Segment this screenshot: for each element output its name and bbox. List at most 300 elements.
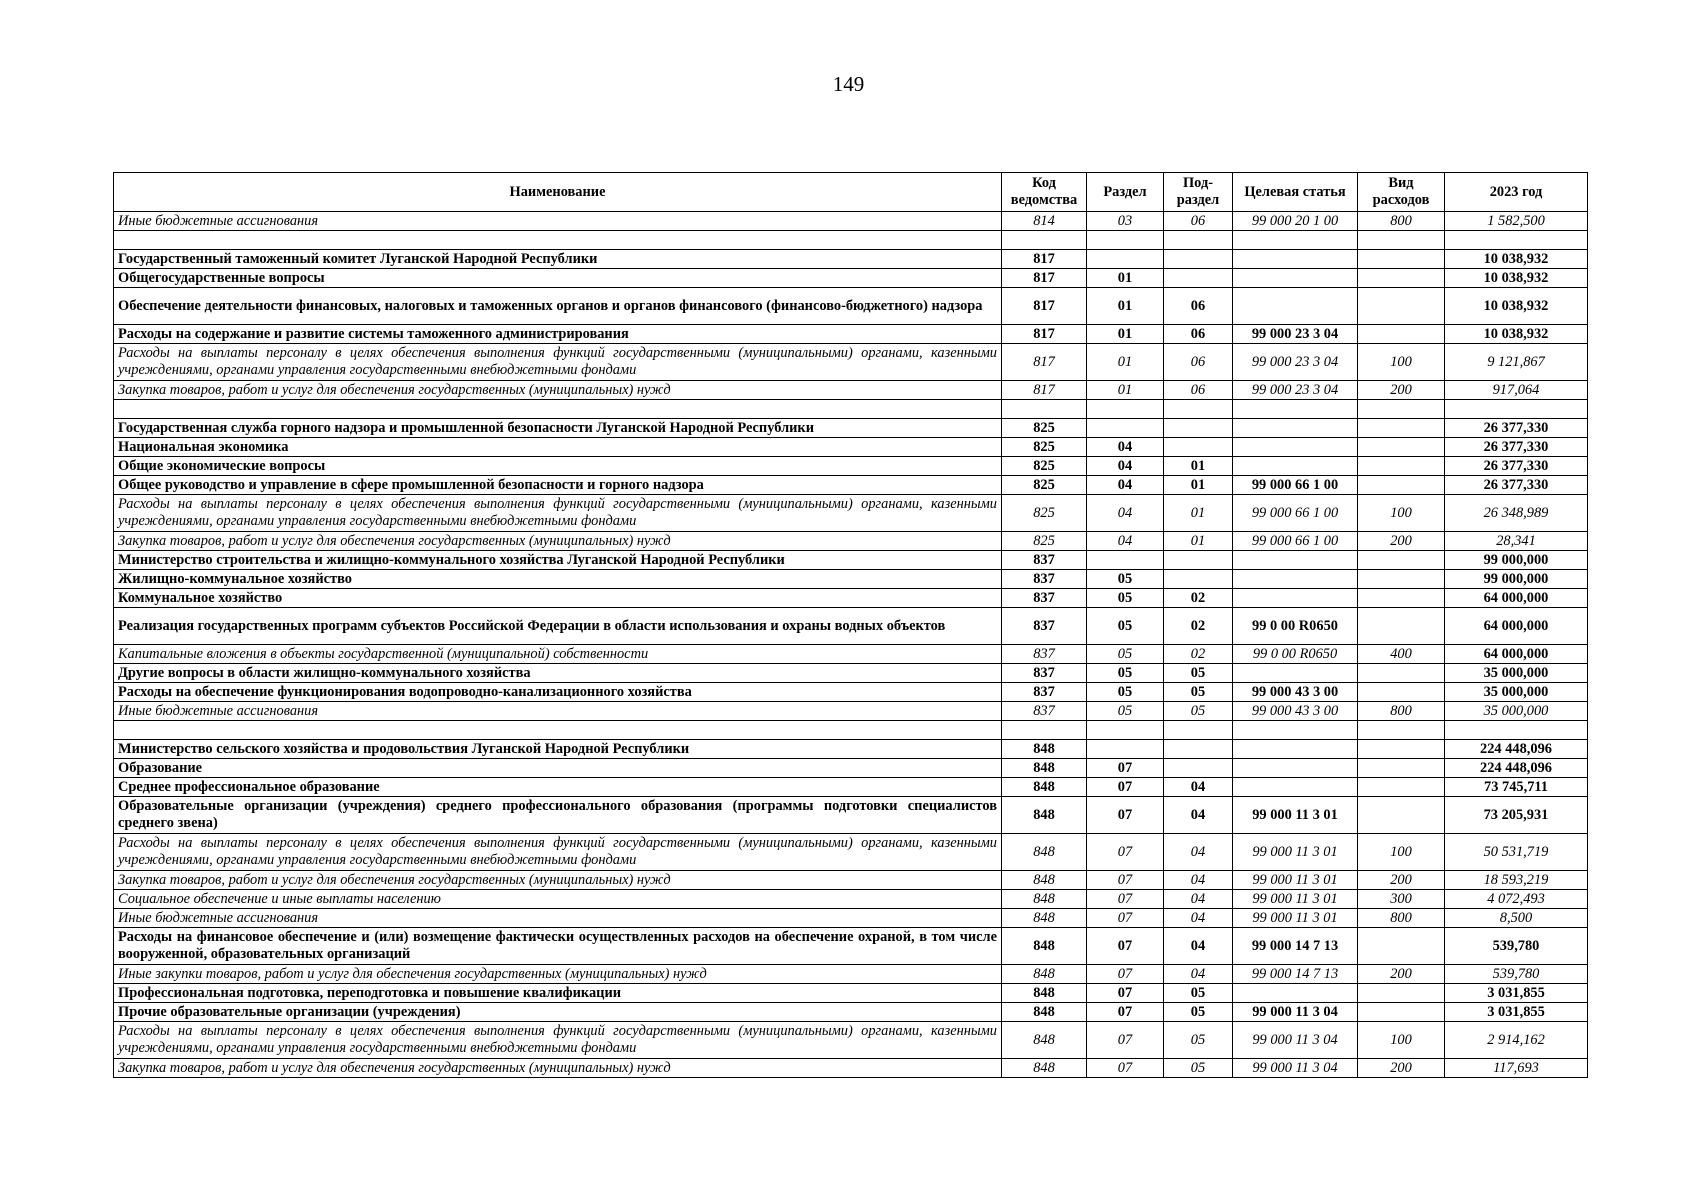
table-row <box>114 759 1588 778</box>
cell-expense-type <box>1358 589 1445 608</box>
cell-target <box>1233 664 1358 683</box>
cell-dept-code: 825 <box>1002 476 1087 495</box>
cell-dept-code: 848 <box>1002 1003 1087 1022</box>
table-row <box>114 740 1588 759</box>
cell-name: Общие экономические вопросы <box>114 457 1002 476</box>
cell-target: 99 000 11 3 01 <box>1233 797 1358 834</box>
cell-target: 99 000 11 3 01 <box>1233 871 1358 890</box>
cell-target: 99 000 43 3 00 <box>1233 702 1358 721</box>
cell-expense-type <box>1358 721 1445 740</box>
cell-subsection: 05 <box>1164 984 1233 1003</box>
table-row <box>114 532 1588 551</box>
cell-amount <box>1445 231 1588 250</box>
cell-dept-code <box>1002 400 1087 419</box>
cell-target: 99 000 66 1 00 <box>1233 495 1358 532</box>
cell-dept-code: 848 <box>1002 1022 1087 1059</box>
table-row <box>114 344 1588 381</box>
cell-dept-code: 825 <box>1002 532 1087 551</box>
cell-subsection: 04 <box>1164 797 1233 834</box>
cell-amount <box>1445 721 1588 740</box>
cell-amount: 539,780 <box>1445 965 1588 984</box>
cell-amount: 99 000,000 <box>1445 551 1588 570</box>
cell-target <box>1233 589 1358 608</box>
cell-dept-code: 825 <box>1002 438 1087 457</box>
cell-amount: 28,341 <box>1445 532 1588 551</box>
cell-subsection: 04 <box>1164 834 1233 871</box>
header-year: 2023 год <box>1445 173 1588 212</box>
cell-section <box>1087 721 1164 740</box>
cell-subsection: 06 <box>1164 344 1233 381</box>
cell-subsection: 01 <box>1164 495 1233 532</box>
cell-section: 05 <box>1087 608 1164 645</box>
cell-subsection <box>1164 438 1233 457</box>
cell-section: 07 <box>1087 797 1164 834</box>
cell-target: 99 000 14 7 13 <box>1233 928 1358 965</box>
cell-target: 99 0 00 R0650 <box>1233 645 1358 664</box>
table-row <box>114 965 1588 984</box>
table-row <box>114 608 1588 645</box>
header-section: Раздел <box>1087 173 1164 212</box>
cell-subsection: 01 <box>1164 457 1233 476</box>
cell-expense-type <box>1358 438 1445 457</box>
cell-name: Закупка товаров, работ и услуг для обеспечения государственных (муниципальных) нужд <box>114 532 1002 551</box>
cell-dept-code: 848 <box>1002 871 1087 890</box>
cell-expense-type <box>1358 288 1445 325</box>
cell-amount: 117,693 <box>1445 1059 1588 1078</box>
cell-target <box>1233 419 1358 438</box>
cell-subsection: 04 <box>1164 890 1233 909</box>
table-row <box>114 589 1588 608</box>
cell-amount: 4 072,493 <box>1445 890 1588 909</box>
cell-name: Расходы на содержание и развитие системы таможенного администрирования <box>114 325 1002 344</box>
cell-target <box>1233 438 1358 457</box>
cell-name: Образование <box>114 759 1002 778</box>
cell-target: 99 0 00 R0650 <box>1233 608 1358 645</box>
cell-subsection: 04 <box>1164 778 1233 797</box>
cell-expense-type: 800 <box>1358 702 1445 721</box>
cell-subsection: 04 <box>1164 871 1233 890</box>
cell-dept-code: 848 <box>1002 797 1087 834</box>
table-row <box>114 438 1588 457</box>
cell-target <box>1233 269 1358 288</box>
cell-expense-type <box>1358 476 1445 495</box>
cell-section: 07 <box>1087 759 1164 778</box>
cell-amount: 50 531,719 <box>1445 834 1588 871</box>
table-row <box>114 1059 1588 1078</box>
cell-section: 05 <box>1087 589 1164 608</box>
cell-subsection <box>1164 740 1233 759</box>
table-row <box>114 834 1588 871</box>
cell-expense-type: 200 <box>1358 871 1445 890</box>
cell-amount: 64 000,000 <box>1445 589 1588 608</box>
cell-dept-code: 848 <box>1002 740 1087 759</box>
cell-name: Государственный таможенный комитет Луганской Народной Республики <box>114 250 1002 269</box>
table-row <box>114 984 1588 1003</box>
cell-section: 04 <box>1087 457 1164 476</box>
cell-expense-type <box>1358 797 1445 834</box>
cell-name: Другие вопросы в области жилищно-коммунального хозяйства <box>114 664 1002 683</box>
cell-amount: 26 377,330 <box>1445 476 1588 495</box>
cell-subsection: 05 <box>1164 664 1233 683</box>
cell-name: Капитальные вложения в объекты государственной (муниципальной) собственности <box>114 645 1002 664</box>
cell-expense-type <box>1358 419 1445 438</box>
cell-amount: 26 377,330 <box>1445 419 1588 438</box>
cell-expense-type <box>1358 1003 1445 1022</box>
cell-section: 03 <box>1087 212 1164 231</box>
cell-expense-type: 200 <box>1358 1059 1445 1078</box>
cell-name: Расходы на выплаты персоналу в целях обеспечения выполнения функций государственными (муниципальными) органами, казенными учреждениями, органами управления государственными внебюджетными фондами <box>114 834 1002 871</box>
cell-subsection: 01 <box>1164 532 1233 551</box>
cell-target <box>1233 288 1358 325</box>
table-row <box>114 269 1588 288</box>
cell-section: 04 <box>1087 438 1164 457</box>
cell-amount <box>1445 400 1588 419</box>
cell-subsection <box>1164 269 1233 288</box>
cell-name: Закупка товаров, работ и услуг для обеспечения государственных (муниципальных) нужд <box>114 871 1002 890</box>
cell-dept-code <box>1002 231 1087 250</box>
cell-amount: 3 031,855 <box>1445 984 1588 1003</box>
cell-amount: 26 377,330 <box>1445 457 1588 476</box>
cell-dept-code: 837 <box>1002 702 1087 721</box>
cell-dept-code: 837 <box>1002 645 1087 664</box>
cell-amount: 10 038,932 <box>1445 288 1588 325</box>
cell-amount: 26 377,330 <box>1445 438 1588 457</box>
table-row <box>114 909 1588 928</box>
cell-target: 99 000 66 1 00 <box>1233 532 1358 551</box>
cell-target <box>1233 400 1358 419</box>
cell-name: Расходы на финансовое обеспечение и (или) возмещение фактически осуществленных расходов на обеспечение охраной, в том числе вооруженной, образовательных организаций <box>114 928 1002 965</box>
cell-amount: 35 000,000 <box>1445 683 1588 702</box>
cell-target <box>1233 231 1358 250</box>
cell-expense-type <box>1358 269 1445 288</box>
cell-section: 01 <box>1087 381 1164 400</box>
cell-section: 07 <box>1087 834 1164 871</box>
cell-name: Министерство строительства и жилищно-коммунального хозяйства Луганской Народной Республики <box>114 551 1002 570</box>
table-row <box>114 212 1588 231</box>
cell-expense-type <box>1358 608 1445 645</box>
cell-target <box>1233 778 1358 797</box>
cell-target: 99 000 11 3 01 <box>1233 890 1358 909</box>
cell-name: Министерство сельского хозяйства и продовольствия Луганской Народной Республики <box>114 740 1002 759</box>
cell-dept-code: 814 <box>1002 212 1087 231</box>
table-row <box>114 778 1588 797</box>
cell-expense-type <box>1358 457 1445 476</box>
cell-dept-code: 848 <box>1002 759 1087 778</box>
cell-section <box>1087 419 1164 438</box>
cell-target: 99 000 20 1 00 <box>1233 212 1358 231</box>
table-row <box>114 325 1588 344</box>
cell-dept-code: 817 <box>1002 344 1087 381</box>
header-name: Наименование <box>114 173 1002 212</box>
cell-subsection <box>1164 551 1233 570</box>
cell-name <box>114 721 1002 740</box>
cell-name: Социальное обеспечение и иные выплаты населению <box>114 890 1002 909</box>
cell-expense-type <box>1358 400 1445 419</box>
table-row <box>114 250 1588 269</box>
cell-amount: 224 448,096 <box>1445 740 1588 759</box>
cell-dept-code: 837 <box>1002 551 1087 570</box>
cell-expense-type: 100 <box>1358 1022 1445 1059</box>
table-row <box>114 1003 1588 1022</box>
cell-dept-code: 837 <box>1002 664 1087 683</box>
cell-section: 01 <box>1087 325 1164 344</box>
cell-subsection: 02 <box>1164 608 1233 645</box>
cell-expense-type: 800 <box>1358 212 1445 231</box>
cell-subsection <box>1164 250 1233 269</box>
cell-target <box>1233 551 1358 570</box>
table-row <box>114 645 1588 664</box>
cell-name: Закупка товаров, работ и услуг для обеспечения государственных (муниципальных) нужд <box>114 1059 1002 1078</box>
table-row <box>114 495 1588 532</box>
cell-dept-code: 848 <box>1002 965 1087 984</box>
cell-expense-type: 100 <box>1358 834 1445 871</box>
table-row <box>114 457 1588 476</box>
cell-name: Жилищно-коммунальное хозяйство <box>114 570 1002 589</box>
table-row <box>114 381 1588 400</box>
cell-expense-type <box>1358 740 1445 759</box>
cell-dept-code: 848 <box>1002 909 1087 928</box>
cell-name: Среднее профессиональное образование <box>114 778 1002 797</box>
cell-target <box>1233 570 1358 589</box>
table-row <box>114 664 1588 683</box>
cell-amount: 1 582,500 <box>1445 212 1588 231</box>
cell-section: 07 <box>1087 909 1164 928</box>
table-header-row <box>114 173 1588 212</box>
header-dept-code: Код ведомства <box>1002 173 1087 212</box>
cell-name: Коммунальное хозяйство <box>114 589 1002 608</box>
cell-amount: 26 348,989 <box>1445 495 1588 532</box>
cell-name: Общее руководство и управление в сфере промышленной безопасности и горного надзора <box>114 476 1002 495</box>
cell-name: Иные бюджетные ассигнования <box>114 909 1002 928</box>
cell-section: 07 <box>1087 890 1164 909</box>
cell-name: Общегосударственные вопросы <box>114 269 1002 288</box>
table-row <box>114 797 1588 834</box>
cell-dept-code: 825 <box>1002 495 1087 532</box>
cell-subsection: 04 <box>1164 909 1233 928</box>
cell-section: 05 <box>1087 570 1164 589</box>
cell-target <box>1233 721 1358 740</box>
cell-expense-type <box>1358 759 1445 778</box>
cell-section <box>1087 231 1164 250</box>
cell-amount: 539,780 <box>1445 928 1588 965</box>
cell-target: 99 000 11 3 01 <box>1233 834 1358 871</box>
cell-name: Иные бюджетные ассигнования <box>114 702 1002 721</box>
cell-expense-type <box>1358 570 1445 589</box>
cell-subsection <box>1164 721 1233 740</box>
cell-dept-code: 817 <box>1002 325 1087 344</box>
cell-target: 99 000 11 3 01 <box>1233 909 1358 928</box>
cell-expense-type <box>1358 928 1445 965</box>
cell-expense-type <box>1358 325 1445 344</box>
cell-section: 07 <box>1087 984 1164 1003</box>
cell-amount: 10 038,932 <box>1445 325 1588 344</box>
cell-name: Национальная экономика <box>114 438 1002 457</box>
cell-amount: 917,064 <box>1445 381 1588 400</box>
table-row <box>114 570 1588 589</box>
cell-target: 99 000 23 3 04 <box>1233 344 1358 381</box>
cell-subsection: 04 <box>1164 928 1233 965</box>
table-row <box>114 400 1588 419</box>
cell-expense-type <box>1358 778 1445 797</box>
cell-dept-code: 817 <box>1002 288 1087 325</box>
cell-amount: 99 000,000 <box>1445 570 1588 589</box>
cell-name: Расходы на обеспечение функционирования водопроводно-канализационного хозяйства <box>114 683 1002 702</box>
cell-dept-code: 848 <box>1002 778 1087 797</box>
cell-target: 99 000 66 1 00 <box>1233 476 1358 495</box>
cell-target: 99 000 14 7 13 <box>1233 965 1358 984</box>
cell-dept-code: 825 <box>1002 457 1087 476</box>
cell-amount: 35 000,000 <box>1445 702 1588 721</box>
table-row <box>114 288 1588 325</box>
cell-target: 99 000 11 3 04 <box>1233 1022 1358 1059</box>
cell-amount: 64 000,000 <box>1445 645 1588 664</box>
cell-amount: 2 914,162 <box>1445 1022 1588 1059</box>
table-row <box>114 683 1588 702</box>
cell-name: Образовательные организации (учреждения) среднего профессионального образования (программы подготовки специалистов среднего звена) <box>114 797 1002 834</box>
table-row <box>114 476 1588 495</box>
cell-subsection: 05 <box>1164 683 1233 702</box>
table-row <box>114 551 1588 570</box>
cell-dept-code: 817 <box>1002 250 1087 269</box>
cell-expense-type: 200 <box>1358 381 1445 400</box>
cell-section: 07 <box>1087 928 1164 965</box>
cell-expense-type: 800 <box>1358 909 1445 928</box>
cell-name: Реализация государственных программ субъектов Российской Федерации в области использования и охраны водных объектов <box>114 608 1002 645</box>
cell-subsection: 05 <box>1164 1059 1233 1078</box>
cell-expense-type: 300 <box>1358 890 1445 909</box>
cell-amount: 9 121,867 <box>1445 344 1588 381</box>
cell-section: 05 <box>1087 683 1164 702</box>
cell-expense-type <box>1358 250 1445 269</box>
cell-amount: 73 745,711 <box>1445 778 1588 797</box>
cell-amount: 64 000,000 <box>1445 608 1588 645</box>
cell-subsection: 05 <box>1164 702 1233 721</box>
cell-expense-type <box>1358 664 1445 683</box>
cell-section <box>1087 250 1164 269</box>
cell-target: 99 000 11 3 04 <box>1233 1003 1358 1022</box>
cell-amount: 224 448,096 <box>1445 759 1588 778</box>
cell-subsection: 04 <box>1164 965 1233 984</box>
cell-amount: 3 031,855 <box>1445 1003 1588 1022</box>
table-row <box>114 702 1588 721</box>
cell-subsection <box>1164 400 1233 419</box>
cell-subsection <box>1164 231 1233 250</box>
cell-subsection: 02 <box>1164 589 1233 608</box>
cell-dept-code: 817 <box>1002 381 1087 400</box>
cell-dept-code: 848 <box>1002 890 1087 909</box>
cell-subsection <box>1164 570 1233 589</box>
cell-target: 99 000 43 3 00 <box>1233 683 1358 702</box>
cell-name: Обеспечение деятельности финансовых, налоговых и таможенных органов и органов финансового (финансово-бюджетного) надзора <box>114 288 1002 325</box>
cell-target: 99 000 11 3 04 <box>1233 1059 1358 1078</box>
cell-name: Прочие образовательные организации (учреждения) <box>114 1003 1002 1022</box>
cell-section: 07 <box>1087 965 1164 984</box>
cell-name: Государственная служба горного надзора и промышленной безопасности Луганской Народной Республики <box>114 419 1002 438</box>
cell-section: 05 <box>1087 645 1164 664</box>
cell-section <box>1087 400 1164 419</box>
cell-name: Расходы на выплаты персоналу в целях обеспечения выполнения функций государственными (муниципальными) органами, казенными учреждениями, органами управления государственными внебюджетными фондами <box>114 344 1002 381</box>
cell-target <box>1233 457 1358 476</box>
cell-section: 07 <box>1087 871 1164 890</box>
cell-amount: 10 038,932 <box>1445 269 1588 288</box>
cell-name: Расходы на выплаты персоналу в целях обеспечения выполнения функций государственными (муниципальными) органами, казенными учреждениями, органами управления государственными внебюджетными фондами <box>114 495 1002 532</box>
cell-expense-type: 200 <box>1358 532 1445 551</box>
cell-name: Профессиональная подготовка, переподготовка и повышение квалификации <box>114 984 1002 1003</box>
cell-section: 05 <box>1087 702 1164 721</box>
table-row <box>114 231 1588 250</box>
cell-dept-code: 837 <box>1002 683 1087 702</box>
cell-amount: 8,500 <box>1445 909 1588 928</box>
cell-dept-code: 837 <box>1002 570 1087 589</box>
cell-target <box>1233 759 1358 778</box>
cell-name: Расходы на выплаты персоналу в целях обеспечения выполнения функций государственными (муниципальными) органами, казенными учреждениями, органами управления государственными внебюджетными фондами <box>114 1022 1002 1059</box>
cell-name: Закупка товаров, работ и услуг для обеспечения государственных (муниципальных) нужд <box>114 381 1002 400</box>
cell-amount: 18 593,219 <box>1445 871 1588 890</box>
cell-section: 07 <box>1087 778 1164 797</box>
header-target: Целевая статья <box>1233 173 1358 212</box>
cell-expense-type <box>1358 984 1445 1003</box>
cell-section: 05 <box>1087 664 1164 683</box>
cell-expense-type: 200 <box>1358 965 1445 984</box>
cell-dept-code: 817 <box>1002 269 1087 288</box>
budget-table <box>113 172 1588 1078</box>
cell-section: 01 <box>1087 288 1164 325</box>
cell-target: 99 000 23 3 04 <box>1233 381 1358 400</box>
cell-amount: 73 205,931 <box>1445 797 1588 834</box>
cell-expense-type: 100 <box>1358 344 1445 381</box>
cell-section: 04 <box>1087 476 1164 495</box>
cell-subsection: 05 <box>1164 1003 1233 1022</box>
table-row <box>114 721 1588 740</box>
cell-section: 07 <box>1087 1022 1164 1059</box>
cell-target <box>1233 250 1358 269</box>
cell-dept-code: 837 <box>1002 608 1087 645</box>
table-row <box>114 1022 1588 1059</box>
cell-target <box>1233 984 1358 1003</box>
cell-expense-type: 400 <box>1358 645 1445 664</box>
cell-expense-type: 100 <box>1358 495 1445 532</box>
table-row <box>114 890 1588 909</box>
cell-section: 01 <box>1087 344 1164 381</box>
header-expense-type: Вид расходов <box>1358 173 1445 212</box>
table-row <box>114 871 1588 890</box>
cell-subsection: 06 <box>1164 325 1233 344</box>
cell-section <box>1087 740 1164 759</box>
cell-dept-code: 837 <box>1002 589 1087 608</box>
cell-section: 04 <box>1087 532 1164 551</box>
cell-subsection: 02 <box>1164 645 1233 664</box>
cell-section: 07 <box>1087 1003 1164 1022</box>
cell-section: 04 <box>1087 495 1164 532</box>
cell-expense-type <box>1358 551 1445 570</box>
cell-dept-code: 848 <box>1002 1059 1087 1078</box>
table-row <box>114 928 1588 965</box>
cell-name <box>114 231 1002 250</box>
cell-subsection: 06 <box>1164 212 1233 231</box>
cell-section <box>1087 551 1164 570</box>
cell-section: 07 <box>1087 1059 1164 1078</box>
cell-name: Иные бюджетные ассигнования <box>114 212 1002 231</box>
page-number: 149 <box>832 72 865 96</box>
cell-dept-code: 848 <box>1002 984 1087 1003</box>
header-subsection: Под- раздел <box>1164 173 1233 212</box>
cell-target: 99 000 23 3 04 <box>1233 325 1358 344</box>
cell-dept-code: 825 <box>1002 419 1087 438</box>
cell-expense-type <box>1358 231 1445 250</box>
cell-subsection <box>1164 759 1233 778</box>
table-row <box>114 419 1588 438</box>
cell-amount: 35 000,000 <box>1445 664 1588 683</box>
